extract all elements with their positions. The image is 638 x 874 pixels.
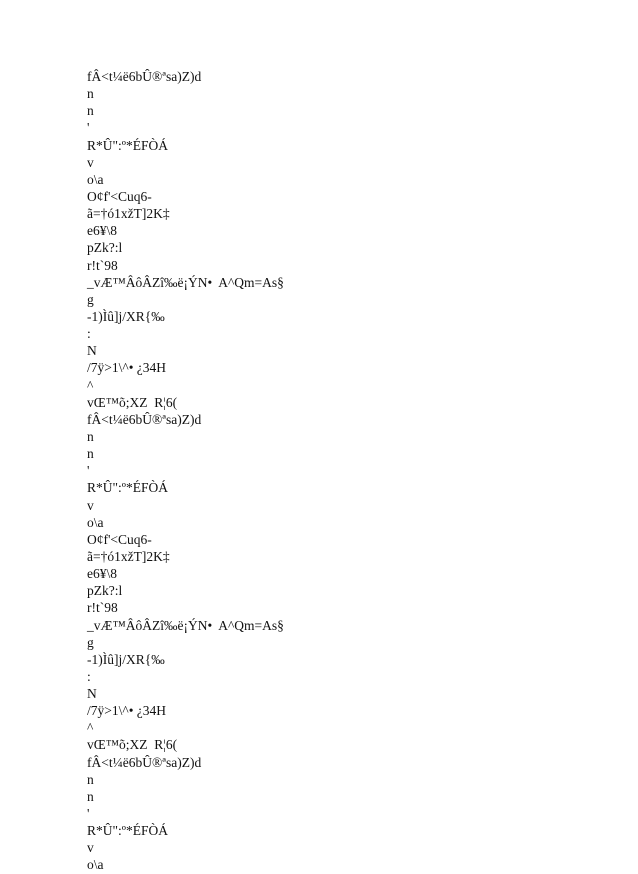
text-line: o\a bbox=[87, 514, 104, 530]
text-line: R*Û":º*ÉFÒÁ bbox=[87, 480, 168, 496]
text-line: v bbox=[87, 497, 94, 513]
text-line: O¢f'<Cuq6- bbox=[87, 188, 152, 204]
text-line: /7ÿ>1\^• ¿34H bbox=[87, 360, 167, 376]
text-line: v bbox=[87, 154, 94, 170]
text-line: vŒ™õ;XZ R¦6( bbox=[87, 394, 178, 410]
text-line: n bbox=[87, 103, 94, 119]
text-line: ^ bbox=[87, 720, 94, 736]
text-line: ã=†ó1xžT]2K‡ bbox=[87, 206, 170, 222]
text-line: n bbox=[87, 428, 94, 444]
text-line: _vÆ™ÂôÂZî‰ë¡ÝN• A^Qm=As§ bbox=[87, 617, 284, 633]
text-line: o\a bbox=[87, 857, 104, 873]
text-line: ^ bbox=[87, 377, 94, 393]
text-line: -1)Ìû]j/XR{‰ bbox=[87, 651, 165, 667]
document-text-block bbox=[87, 68, 607, 874]
text-line: /7ÿ>1\^• ¿34H bbox=[87, 703, 167, 719]
text-line: ' bbox=[87, 806, 90, 822]
text-line: e6¥\8 bbox=[87, 566, 117, 582]
text-line: vŒ™õ;XZ R¦6( bbox=[87, 737, 178, 753]
text-line: fÂ<t¼ë6bÛ®ªsa)Z)d bbox=[87, 411, 202, 427]
text-line: _vÆ™ÂôÂZî‰ë¡ÝN• A^Qm=As§ bbox=[87, 274, 284, 290]
text-line: n bbox=[87, 446, 94, 462]
text-line: r!t`98 bbox=[87, 600, 118, 616]
text-line: n bbox=[87, 771, 94, 787]
text-line: N bbox=[87, 686, 97, 702]
text-line: fÂ<t¼ë6bÛ®ªsa)Z)d bbox=[87, 754, 202, 770]
text-line: -1)Ìû]j/XR{‰ bbox=[87, 308, 165, 324]
text-line: o\a bbox=[87, 171, 104, 187]
text-line: g bbox=[87, 291, 94, 307]
text-line: g bbox=[87, 634, 94, 650]
text-line: n bbox=[87, 86, 94, 102]
text-line: n bbox=[87, 788, 94, 804]
text-line: : bbox=[87, 326, 91, 342]
text-line: fÂ<t¼ë6bÛ®ªsa)Z)d bbox=[87, 69, 202, 84]
text-line: : bbox=[87, 668, 91, 684]
text-line: ã=†ó1xžT]2K‡ bbox=[87, 548, 170, 564]
text-line: v bbox=[87, 840, 94, 856]
text-line: N bbox=[87, 343, 97, 359]
text-line: R*Û":º*ÉFÒÁ bbox=[87, 823, 168, 839]
text-line: e6¥\8 bbox=[87, 223, 117, 239]
text-line: r!t`98 bbox=[87, 257, 118, 273]
text-line: O¢f'<Cuq6- bbox=[87, 531, 152, 547]
text-line: pZk?:l bbox=[87, 583, 123, 599]
text-line: ' bbox=[87, 463, 90, 479]
text-line: ' bbox=[87, 120, 90, 136]
text-line: pZk?:l bbox=[87, 240, 123, 256]
text-line: R*Û":º*ÉFÒÁ bbox=[87, 137, 168, 153]
